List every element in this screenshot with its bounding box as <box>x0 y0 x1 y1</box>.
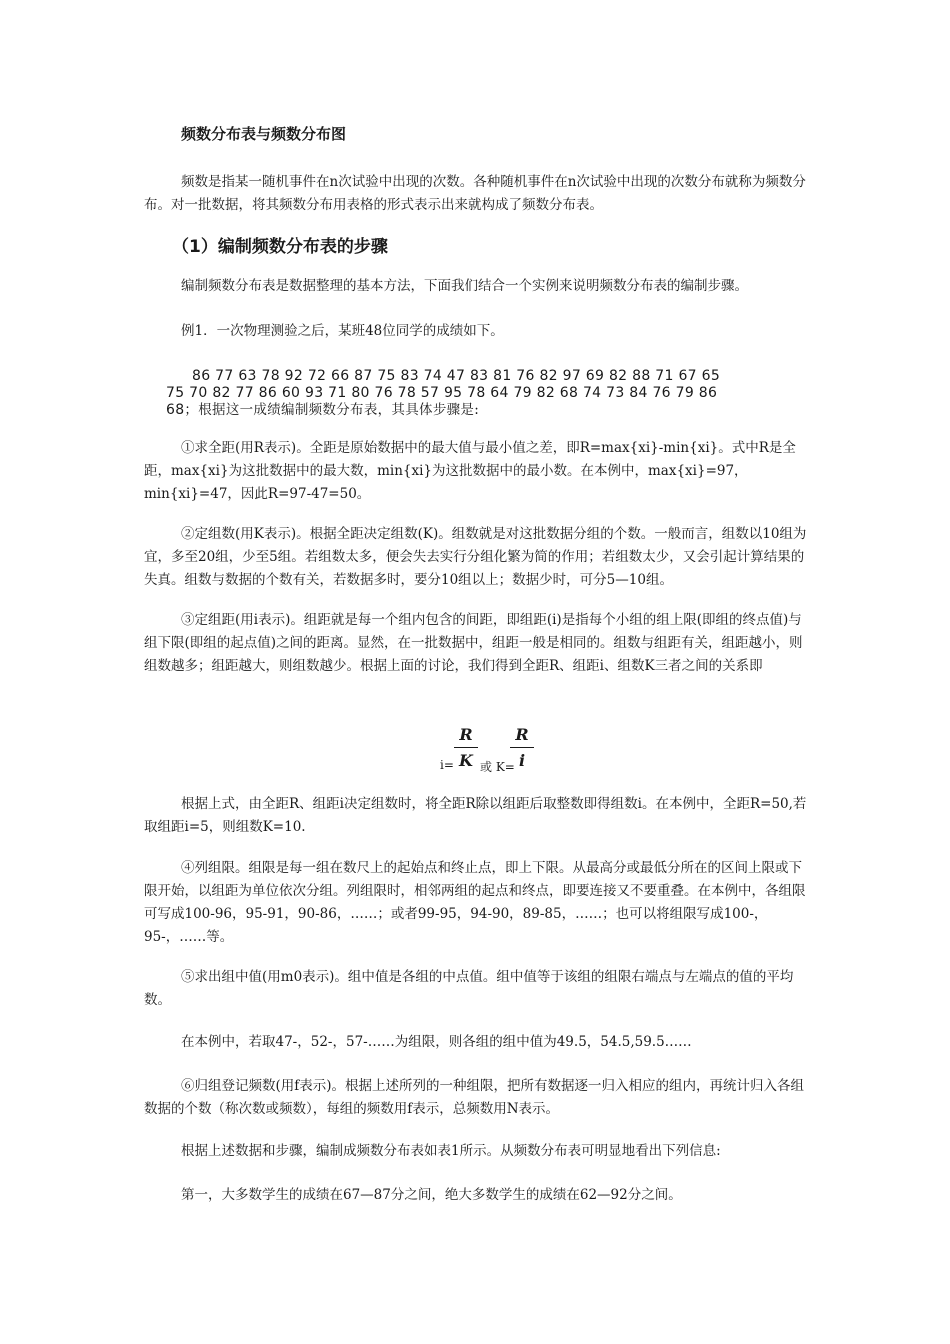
fraction-1-bar <box>454 747 478 748</box>
scores-line-3-number: 68 <box>166 402 185 418</box>
formula-i-label: i= <box>440 758 454 772</box>
formula-block <box>440 720 560 780</box>
fraction-1-denominator: K <box>459 751 473 770</box>
scores-block <box>166 368 806 419</box>
fraction-2-denominator: i <box>518 751 526 770</box>
scores-line-3-text: ；根据这一成绩编制频数分布表，其具体步骤是: <box>184 402 480 418</box>
first-observation: 第一，大多数学生的成绩在67—87分之间，绝大多数学生的成绩在62—92分之间。 <box>181 1187 682 1203</box>
step-3-paragraph: ③定组距(用i表示)。组距就是每一个组内包含的间距，即组距(i)是指每个小组的组上限(即组的终点值)与组下限(即组的起点值)之间的距离。显然，在一批数据中，组距一般是相同的。组数与组距有关，组距越小，则组数越多；组距越大，则组数越少。根据上面的讨论，我们得到全距R、组距i、组数K三者之间的关系即 <box>144 612 803 674</box>
step-5-example: 在本例中，若取47-，52-，57-……为组限，则各组的组中值为49.5，54.5,59.5…… <box>181 1034 692 1050</box>
scores-line-1: 86 77 63 78 92 72 66 87 75 83 74 47 83 81 76 82 97 69 82 88 71 67 65 <box>192 368 721 384</box>
step-4-paragraph: ④列组限。组限是每一组在数尺上的起始点和终止点，即上下限。从最高分或最低分所在的区间上限或下限开始，以组距为单位依次分组。列组限时，相邻两组的起点和终点，即要连接又不要重叠。在本例中，各组限可写成100-96，95-91，90-86，……；或者99-95，94-90，89-85，……；也可以将组限写成100-，95-，……等。 <box>144 860 806 945</box>
table-intro-paragraph: 根据上述数据和步骤，编制成频数分布表如表1所示。从频数分布表可明显地看出下列信息: <box>181 1143 721 1159</box>
document-title: 频数分布表与频数分布图 <box>181 125 347 143</box>
intro-paragraph: 频数是指某一随机事件在n次试验中出现的次数。各种随机事件在n次试验中出现的次数分布就称为频数分布。对一批数据，将其频数分布用表格的形式表示出来就构成了频数分布表。 <box>144 174 806 213</box>
section-heading: （1）编制频数分布表的步骤 <box>172 237 388 257</box>
formula-or-label: 或 K= <box>480 760 515 774</box>
step-2-paragraph: ②定组数(用K表示)。根据全距决定组数(K)。组数就是对这批数据分组的个数。一般而言，组数以10组为宜，多至20组，少至5组。若组数太多，便会失去实行分组化繁为简的作用；若组数太少，又会引起计算结果的失真。组数与数据的个数有关，若数据多时，要分10组以上；数据少时，可分5—10组。 <box>144 526 807 588</box>
step-1-paragraph: ①求全距(用R表示)。全距是原始数据中的最大值与最小值之差，即R=max{xi}-min{xi}。式中R是全距，max{xi}为这批数据中的最大数，min{xi}为这批数据中的最小数。在本例中，max{xi}=97，min{xi}=47，因此R=97-47=50。 <box>144 440 796 502</box>
fraction-r-over-i <box>510 726 534 770</box>
scores-line-2: 75 70 82 77 86 60 93 71 80 76 78 57 95 78 64 79 82 68 74 73 84 76 79 86 <box>166 385 718 401</box>
method-paragraph: 编制频数分布表是数据整理的基本方法，下面我们结合一个实例来说明频数分布表的编制步骤。 <box>181 278 748 294</box>
fraction-1-numerator: R <box>459 725 473 744</box>
fraction-2-bar <box>510 747 534 748</box>
formula-explanation: 根据上式，由全距R、组距i决定组数时，将全距R除以组距后取整数即得组数i。在本例中，全距R=50,若取组距i=5，则组数K=10. <box>144 796 807 835</box>
fraction-r-over-k <box>454 726 478 770</box>
step-6-paragraph: ⑥归组登记频数(用f表示)。根据上述所列的一种组限，把所有数据逐一归入相应的组内，再统计归入各组数据的个数（称次数或频数），每组的频数用f表示，总频数用N表示。 <box>144 1078 805 1117</box>
step-5-paragraph: ⑤求出组中值(用m0表示)。组中值是各组的中点值。组中值等于该组的组限右端点与左端点的值的平均数。 <box>144 969 794 1008</box>
fraction-2-numerator: R <box>515 725 529 744</box>
example-intro: 例1．一次物理测验之后，某班48位同学的成绩如下。 <box>181 323 504 339</box>
